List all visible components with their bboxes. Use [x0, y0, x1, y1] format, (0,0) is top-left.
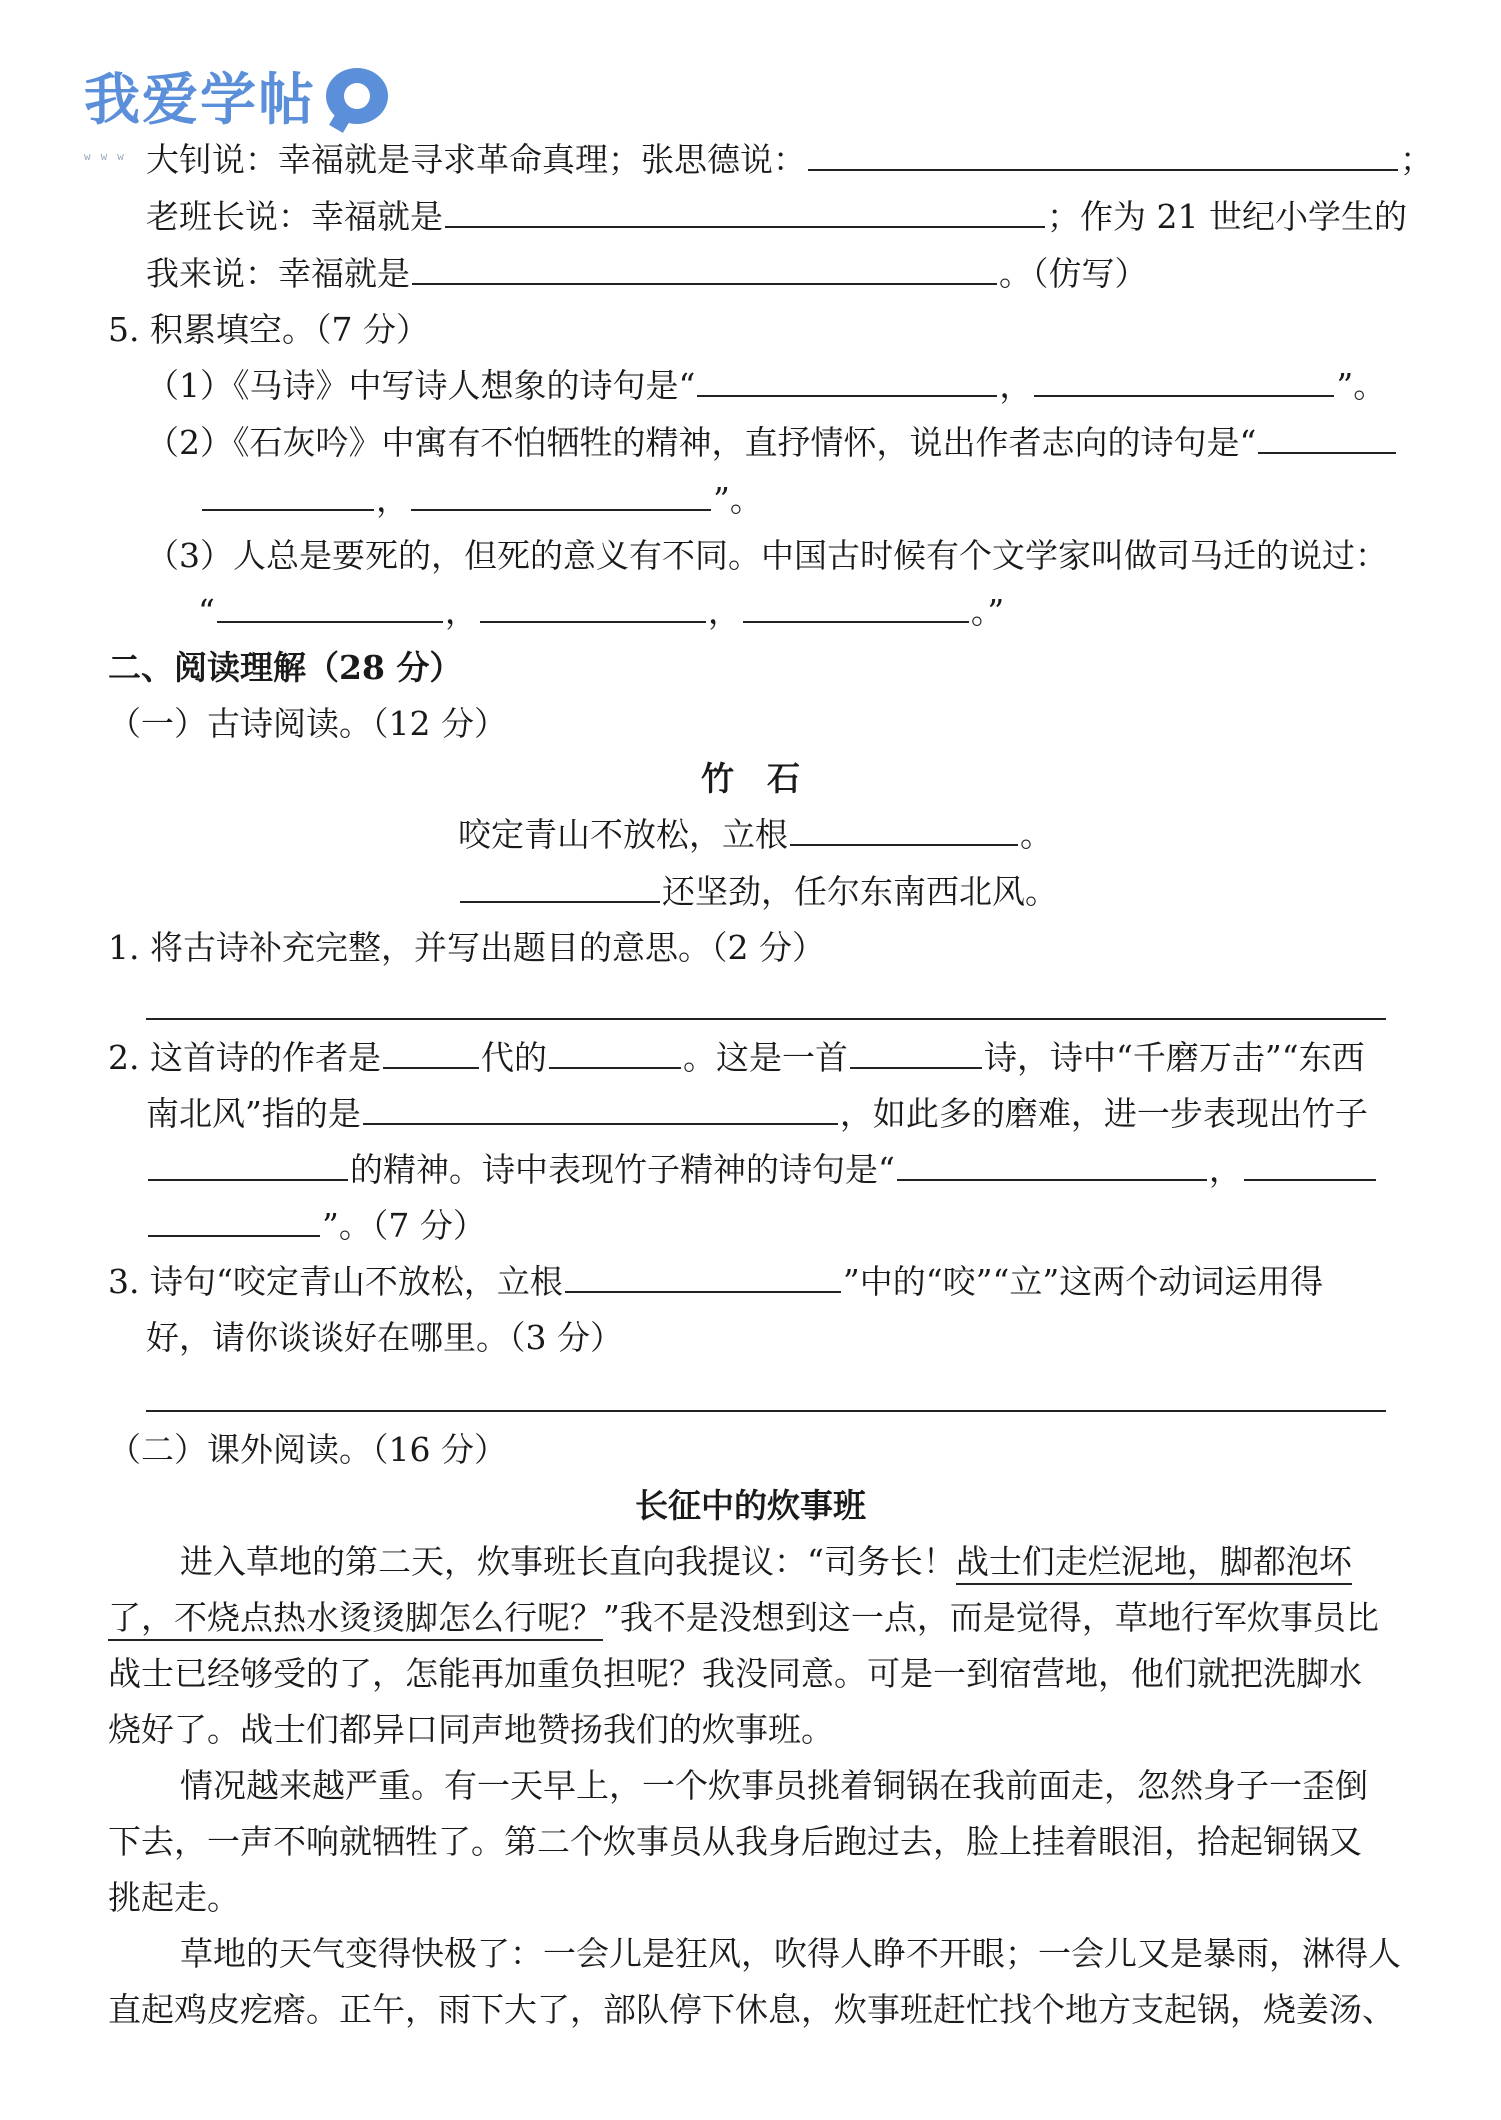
text-fragment: 2. 这首诗的作者是: [108, 1038, 381, 1077]
answer-blank[interactable]: [808, 139, 1398, 171]
text-fragment: ”。（7 分）: [322, 1206, 486, 1245]
text-fragment: ”我不是没想到这一点，而是觉得，草地行军炊事员比: [603, 1598, 1379, 1637]
answer-blank[interactable]: [202, 479, 374, 511]
question-heading: 1. 将古诗补充完整，并写出题目的意思。（2 分）: [108, 928, 825, 967]
answer-line[interactable]: [146, 1410, 1386, 1412]
text-fragment: ，: [376, 480, 409, 519]
text-fragment: 诗，诗中“千磨万击”“东西: [983, 1038, 1365, 1077]
answer-blank[interactable]: [460, 871, 660, 903]
text-line: [146, 364, 1386, 408]
answer-blank[interactable]: [1034, 365, 1334, 397]
text-fragment: 。”: [970, 592, 1005, 631]
text-fragment: 南北风”指的是: [146, 1094, 361, 1133]
text-line: [146, 421, 1398, 465]
answer-blank[interactable]: [383, 1037, 479, 1069]
text-fragment: 代的: [480, 1038, 547, 1077]
text-fragment: ，: [444, 592, 478, 631]
text-fragment: ；: [1400, 140, 1433, 179]
answer-blank[interactable]: [897, 1149, 1207, 1181]
text-line: [146, 138, 1433, 182]
section-heading: 二、阅读理解（28 分）: [108, 648, 463, 687]
answer-blank[interactable]: [790, 814, 1018, 846]
text-line: [146, 1148, 1378, 1192]
text-line: [108, 1036, 1365, 1080]
text-line: [146, 252, 1148, 296]
text-fragment: ，: [707, 592, 741, 631]
paragraph-line: 草地的天气变得快极了：一会儿是狂风，吹得人睁不开眼；一会儿又是暴雨，淋得人: [180, 1934, 1401, 1973]
text-fragment: （2）《石灰吟》中寓有不怕牺牲的精神，直抒情怀，说出作者志向的诗句是“: [146, 423, 1257, 462]
text-fragment: ，: [1208, 1150, 1242, 1189]
underlined-text: 战士们走烂泥地，脚都泡坏: [956, 1542, 1352, 1585]
text-fragment: 老班长说：幸福就是: [146, 197, 443, 236]
paragraph-line: 情况越来越严重。有一天早上，一个炊事员挑着铜锅在我前面走，忽然身子一歪倒: [180, 1766, 1368, 1805]
text-fragment: 。: [1020, 815, 1053, 854]
text-fragment: 我来说：幸福就是: [146, 254, 410, 293]
answer-blank[interactable]: [565, 1261, 841, 1293]
text-line: [146, 1092, 1368, 1136]
text-fragment: 还坚劲，任尔东南西北风。: [662, 872, 1058, 911]
logo-subtext: www: [84, 150, 134, 163]
paragraph-line: [180, 1540, 1352, 1584]
text-fragment: 咬定青山不放松，立根: [458, 815, 788, 854]
answer-blank[interactable]: [412, 253, 997, 285]
text-line: [146, 534, 1388, 578]
text-line: 好，请你谈谈好在哪里。（3 分）: [146, 1318, 623, 1357]
logo-text: 我爱学帖: [84, 68, 316, 133]
answer-blank[interactable]: [148, 1149, 348, 1181]
text-fragment: ，: [999, 366, 1033, 405]
text-fragment: 。（仿写）: [999, 254, 1148, 293]
subsection-heading: （二）课外阅读。（16 分）: [108, 1430, 507, 1469]
answer-line[interactable]: [146, 1018, 1386, 1020]
text-fragment: ”。: [713, 480, 763, 519]
text-fragment: ，如此多的磨难，进一步表现出竹子: [839, 1094, 1368, 1133]
text-fragment: （1）《马诗》中写诗人想象的诗句是“: [146, 366, 696, 405]
answer-blank[interactable]: [148, 1205, 320, 1237]
paragraph-line: 直起鸡皮疙瘩。正午，雨下大了，部队停下休息，炊事班赶忙找个地方支起锅，烧姜汤、: [108, 1990, 1395, 2029]
answer-blank[interactable]: [1258, 422, 1396, 454]
text-fragment: （3）人总是要死的，但死的意义有不同。中国古时候有个文学家叫做司马迁的说过：: [146, 536, 1388, 575]
text-line: [146, 1204, 486, 1248]
paragraph-line: 下去，一声不响就牺牲了。第二个炊事员从我身后跑过去，脸上挂着眼泪，拾起铜锅又: [108, 1822, 1362, 1861]
text-fragment: “: [198, 592, 215, 631]
story-title: 长征中的炊事班: [635, 1486, 866, 1525]
answer-blank[interactable]: [549, 1037, 681, 1069]
text-fragment: 进入草地的第二天，炊事班长直向我提议：“司务长！: [180, 1542, 956, 1581]
text-line: [198, 590, 1004, 634]
answer-blank[interactable]: [743, 591, 969, 623]
answer-blank[interactable]: [411, 479, 711, 511]
text-line: [146, 195, 1407, 239]
paragraph-line: 挑起走。: [108, 1878, 240, 1917]
answer-blank[interactable]: [480, 591, 706, 623]
text-line: [200, 478, 763, 522]
question-heading: 5. 积累填空。（7 分）: [108, 310, 429, 349]
poem-title: 竹 石: [701, 759, 800, 798]
paragraph-line: 战士已经够受的了，怎能再加重负担呢？我没同意。可是一到宿营地，他们就把洗脚水: [108, 1654, 1362, 1693]
text-fragment: 3. 诗句“咬定青山不放松，立根: [108, 1262, 563, 1301]
paragraph-line: 烧好了。战士们都异口同声地赞扬我们的炊事班。: [108, 1710, 834, 1749]
chat-bubble-icon: [326, 68, 388, 124]
answer-blank[interactable]: [445, 196, 1045, 228]
text-fragment: ”中的“咬”“立”这两个动词运用得: [842, 1262, 1324, 1301]
answer-blank[interactable]: [217, 591, 443, 623]
answer-blank[interactable]: [1244, 1149, 1376, 1181]
text-fragment: 的精神。诗中表现竹子精神的诗句是“: [350, 1150, 895, 1189]
text-fragment: ”。: [1336, 366, 1387, 405]
text-line: [108, 1260, 1323, 1304]
answer-blank[interactable]: [850, 1037, 982, 1069]
answer-blank[interactable]: [697, 365, 997, 397]
subsection-heading: （一）古诗阅读。（12 分）: [108, 704, 507, 743]
underlined-text: 了，不烧点热水烫烫脚怎么行呢？: [108, 1598, 603, 1641]
answer-blank[interactable]: [363, 1093, 838, 1125]
text-fragment: 大钊说：幸福就是寻求革命真理；张思德说：: [146, 140, 806, 179]
text-fragment: 。这是一首: [682, 1038, 848, 1077]
site-logo: [84, 56, 388, 136]
poem-line: [458, 813, 1053, 857]
text-fragment: ；作为 21 世纪小学生的: [1047, 197, 1407, 236]
paragraph-line: [108, 1596, 1379, 1640]
poem-line: [458, 870, 1058, 914]
